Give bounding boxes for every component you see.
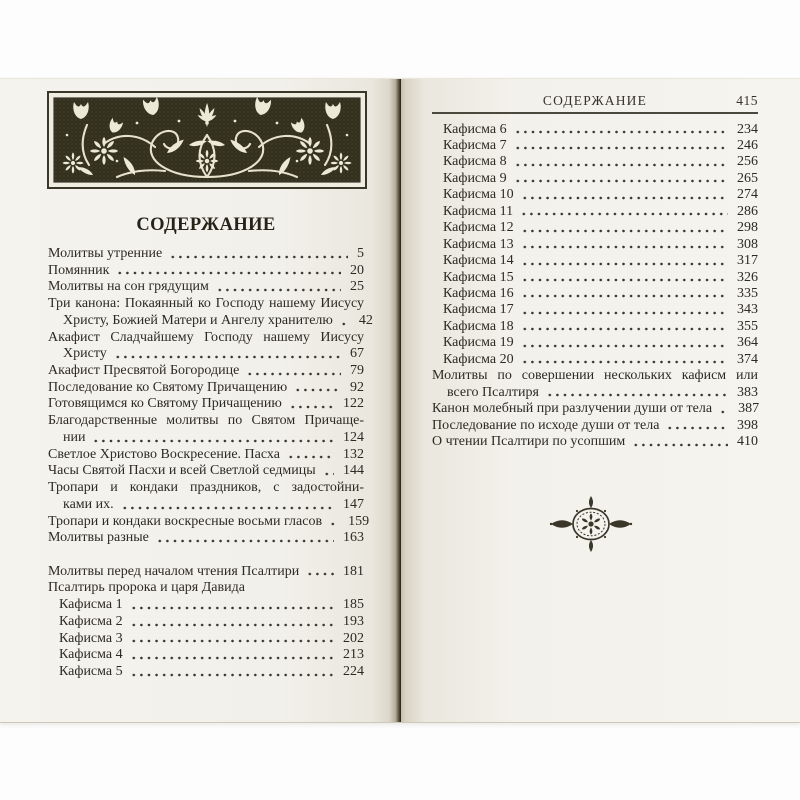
- toc-page-number: 25: [350, 279, 364, 295]
- toc-page-number: 163: [343, 530, 364, 546]
- dot-leader: [216, 279, 341, 296]
- toc-entry-title: Кафисма 4: [59, 647, 123, 663]
- toc-page-number: 159: [348, 513, 370, 529]
- toc-entry: [48, 413, 364, 446]
- toc-entry-line: [48, 463, 364, 480]
- dot-leader: [121, 497, 334, 514]
- toc-entry: [48, 580, 364, 597]
- toc-entry: [432, 286, 758, 302]
- toc-entry-line: [432, 352, 758, 368]
- toc-entry: [432, 302, 758, 318]
- toc-page-number: 265: [737, 170, 758, 186]
- toc-entry: [48, 396, 364, 413]
- toc-entry-line: [48, 447, 364, 464]
- toc-entry: [48, 564, 364, 581]
- toc-entry-line: [432, 302, 758, 318]
- toc-entry-line: [432, 220, 758, 236]
- dot-leader: [514, 154, 728, 170]
- toc-entry-line: [432, 122, 758, 138]
- toc-page-number: 335: [737, 286, 758, 302]
- toc-entry-line: [432, 418, 758, 434]
- toc-page-number: 185: [343, 597, 364, 613]
- toc-entry-line: Три канона: Покаянный ко Господу нашему Иисусу: [48, 296, 364, 312]
- toc-page-number: 364: [737, 335, 758, 351]
- toc-entry-line: [432, 204, 758, 220]
- toc-page-number: 383: [737, 384, 758, 400]
- toc-entry-title: Кафисма 2: [59, 613, 123, 629]
- toc-entry-title: Помянник: [48, 262, 110, 278]
- toc-entry-title: Кафисма 3: [59, 630, 123, 646]
- dot-leader: [632, 434, 728, 450]
- toc-entry-line: [48, 279, 364, 296]
- toc-entry-line: [48, 631, 364, 648]
- toc-entry: [48, 631, 364, 648]
- toc-page-number: 5: [357, 246, 364, 261]
- toc-entry-title: Кафисма 20: [443, 351, 514, 367]
- toc-entry-title: Кафисма 11: [443, 203, 514, 219]
- toc-entry-title: Кафисма 10: [443, 187, 514, 203]
- toc-entry: [432, 434, 758, 450]
- dot-leader: [521, 352, 728, 368]
- toc-entry-line: [48, 597, 364, 614]
- toc-entry-line: [432, 286, 758, 302]
- toc-entry: [48, 363, 364, 380]
- toc-page-number: 213: [343, 647, 364, 663]
- dot-leader: [514, 122, 728, 138]
- toc-entry: [48, 597, 364, 614]
- toc-entry-title: Последование по исходе души от тела: [432, 417, 660, 433]
- floral-headpiece-ornament: [47, 91, 367, 189]
- toc-page-number: 147: [343, 496, 364, 512]
- toc-page-number: 181: [343, 563, 364, 579]
- toc-page-number: 286: [737, 203, 758, 219]
- toc-page-number: 122: [343, 396, 364, 412]
- toc-page-number: 308: [737, 236, 758, 252]
- toc-entry-line: [48, 513, 370, 531]
- dot-leader: [514, 138, 728, 154]
- toc-entry: [48, 447, 364, 464]
- toc-entry-title: ками их.: [63, 496, 114, 512]
- toc-entry-line: [432, 253, 758, 269]
- toc-entry-line: [432, 154, 758, 170]
- toc-entry: [48, 513, 370, 531]
- toc-list-left: [48, 246, 373, 681]
- dot-leader: [130, 664, 334, 681]
- dot-leader: [130, 631, 334, 648]
- dot-leader: [521, 237, 728, 253]
- toc-entry: [432, 171, 758, 187]
- toc-entry-line: [432, 319, 758, 335]
- dot-leader: [340, 313, 350, 330]
- toc-entry-title: Кафисма 12: [443, 220, 514, 236]
- dot-leader: [719, 401, 729, 417]
- toc-entry-title: Последование ко Святому Причащению: [48, 379, 288, 395]
- toc-entry-line: [48, 497, 364, 514]
- toc-page-number: 387: [738, 401, 760, 417]
- toc-entry-line: [48, 580, 364, 597]
- dot-leader: [92, 430, 334, 447]
- toc-page-number: 79: [350, 363, 364, 379]
- dot-leader: [306, 564, 334, 581]
- dot-leader: [116, 263, 341, 280]
- toc-entry-line: [432, 187, 758, 203]
- toc-entry: [432, 418, 758, 434]
- toc-entry: [48, 279, 364, 296]
- toc-entry-line: Благодарственные молитвы по Святом Причаще-: [48, 413, 364, 429]
- toc-entry-line: [48, 346, 364, 363]
- dot-leader: [521, 253, 728, 269]
- dot-leader: [521, 319, 728, 335]
- toc-entry: [432, 220, 758, 236]
- toc-page-number: 398: [737, 417, 758, 433]
- toc-entry: [48, 246, 364, 263]
- toc-entry: [432, 352, 758, 368]
- toc-entry-line: [432, 171, 758, 187]
- toc-page-number: 355: [737, 318, 758, 334]
- toc-page-number: 234: [737, 121, 758, 137]
- toc-entry-line: [48, 614, 364, 631]
- toc-entry-line: Тропари и кондаки праздников, с задостойни-: [48, 480, 364, 496]
- page-number: 415: [736, 93, 758, 108]
- left-page: [0, 79, 399, 722]
- toc-page-number: 298: [737, 220, 758, 236]
- toc-entry: [432, 187, 758, 203]
- dot-leader: [521, 335, 728, 351]
- toc-page-number: 42: [358, 312, 373, 328]
- toc-entry-line: [48, 363, 364, 380]
- toc-entry: [432, 335, 758, 351]
- toc-entry: [432, 401, 758, 417]
- running-header: [432, 93, 758, 109]
- toc-entry-line: [48, 312, 373, 330]
- dot-leader: [323, 463, 334, 480]
- toc-page-number: 274: [737, 187, 758, 203]
- toc-entry-line: [48, 564, 364, 581]
- toc-page-number: 343: [737, 302, 758, 318]
- toc-heading: СОДЕРЖАНИЕ: [136, 215, 276, 235]
- toc-page-number: 246: [737, 137, 758, 153]
- toc-entry-line: Акафист Сладчайшему Господу нашему Иисусу: [48, 329, 364, 345]
- toc-entry: [48, 664, 364, 681]
- toc-entry: [432, 270, 758, 286]
- toc-page-number: 410: [737, 434, 758, 450]
- toc-page-number: 144: [343, 463, 364, 479]
- toc-entry-line: [48, 380, 364, 397]
- toc-entry: [48, 380, 364, 397]
- toc-entry: [432, 319, 758, 335]
- toc-entry: [432, 154, 758, 170]
- dot-leader: [546, 385, 728, 401]
- dot-leader: [246, 363, 341, 380]
- toc-entry-title: Часы Святой Пасхи и всей Светлой седмицы: [48, 463, 316, 479]
- toc-entry-line: [48, 246, 364, 263]
- toc-entry-title: всего Псалтиря: [447, 384, 539, 400]
- toc-entry-title: Христу, Божией Матери и Ангелу хранителю: [63, 312, 333, 328]
- dot-leader: [169, 246, 348, 263]
- toc-entry-title: Кафисма 19: [443, 335, 514, 351]
- toc-entry-title: Псалтирь пророка и царя Давида: [48, 580, 245, 596]
- dot-leader: [294, 380, 341, 397]
- toc-page-number: 224: [343, 663, 364, 679]
- toc-entry-title: Кафисма 1: [59, 597, 123, 613]
- toc-entry-title: Кафисма 18: [443, 318, 514, 334]
- dot-leader: [287, 447, 334, 464]
- toc-entry-title: Кафисма 14: [443, 253, 514, 269]
- toc-page-number: 374: [737, 351, 758, 367]
- dot-leader: [114, 346, 341, 363]
- toc-page-number: 202: [343, 630, 364, 646]
- toc-entry: [48, 647, 364, 664]
- dot-leader: [514, 171, 728, 187]
- dot-leader: [130, 647, 334, 664]
- toc-entry-title: Молитвы перед началом чтения Псалтири: [48, 563, 300, 579]
- toc-page-number: 317: [737, 253, 758, 269]
- toc-entry-line: Молитвы по совершении нескольких кафисм или: [432, 368, 758, 384]
- toc-entry-title: Канон молебный при разлучении души от тела: [432, 401, 713, 417]
- toc-entry: [432, 368, 758, 401]
- right-page: [401, 79, 800, 722]
- toc-page-number: 256: [737, 154, 758, 170]
- toc-entry-title: Кафисма 6: [443, 121, 507, 137]
- toc-entry-line: [432, 335, 758, 351]
- toc-entry-line: [48, 430, 364, 447]
- toc-entry: [432, 237, 758, 253]
- toc-entry-title: Кафисма 8: [443, 154, 507, 170]
- toc-entry-line: [48, 664, 364, 681]
- dot-leader: [521, 286, 728, 302]
- toc-entry: [48, 614, 364, 631]
- dot-leader: [130, 614, 334, 631]
- toc-entry-line: [432, 385, 758, 401]
- toc-entry-line: [48, 263, 364, 280]
- open-book-spread: [0, 78, 800, 723]
- toc-entry-line: [432, 138, 758, 154]
- toc-entry-line: [432, 434, 758, 450]
- dot-leader: [521, 270, 728, 286]
- toc-entry-title: Кафисма 17: [443, 302, 514, 318]
- toc-entry-title: Тропари и кондаки воскресные восьми гласов: [48, 513, 323, 529]
- toc-entry-line: [48, 396, 364, 413]
- toc-entry: [432, 253, 758, 269]
- toc-entry-line: [48, 530, 364, 547]
- toc-entry-line: [432, 270, 758, 286]
- toc-entry-title: Молитвы на сон грядущим: [48, 279, 209, 295]
- toc-page-number: 193: [343, 613, 364, 629]
- toc-entry-title: Светлое Христово Воскресение. Пасха: [48, 446, 280, 462]
- toc-entry-line: [48, 647, 364, 664]
- dot-leader: [329, 514, 339, 531]
- header-rule: [432, 112, 758, 114]
- toc-entry: [48, 530, 364, 547]
- dot-leader: [130, 597, 334, 614]
- toc-entry-title: нии: [63, 429, 86, 445]
- dot-leader: [156, 530, 334, 547]
- dot-leader: [521, 220, 728, 236]
- toc-entry-title: Кафисма 9: [443, 170, 507, 186]
- diamond-vignette-ornament: [548, 493, 634, 555]
- toc-entry: [48, 296, 373, 329]
- running-header-title: СОДЕРЖАНИЕ: [542, 93, 648, 108]
- toc-entry: [48, 463, 364, 480]
- toc-entry-title: Кафисма 5: [59, 663, 123, 679]
- toc-entry: [48, 330, 364, 363]
- toc-entry-line: [432, 401, 758, 417]
- dot-leader: [521, 302, 728, 318]
- dot-leader: [666, 418, 728, 434]
- toc-entry-title: Кафисма 13: [443, 236, 514, 252]
- toc-page-number: 67: [350, 346, 364, 362]
- dot-leader: [520, 204, 728, 220]
- toc-entry-title: Христу: [63, 346, 107, 362]
- toc-entry-title: Готовящимся ко Святому Причащению: [48, 396, 282, 412]
- dot-leader: [289, 396, 334, 413]
- toc-page-number: 132: [343, 446, 364, 462]
- toc-entry-title: Кафисма 16: [443, 286, 514, 302]
- toc-entry-title: Кафисма 7: [443, 137, 507, 153]
- toc-entry: [48, 263, 364, 280]
- toc-gap: [48, 547, 364, 564]
- toc-entry-title: Акафист Пресвятой Богородице: [48, 363, 240, 379]
- toc-entry-title: Кафисма 15: [443, 269, 514, 285]
- toc-page-number: 20: [350, 262, 364, 278]
- toc-page-number: 92: [350, 379, 364, 395]
- toc-entry: [432, 138, 758, 154]
- toc-page-number: 124: [343, 429, 364, 445]
- toc-list-right: [432, 122, 758, 451]
- toc-entry-title: О чтении Псалтири по усопшим: [432, 434, 626, 450]
- toc-page-number: 326: [737, 269, 758, 285]
- toc-entry-title: Молитвы разные: [48, 530, 149, 546]
- toc-entry: [432, 122, 758, 138]
- dot-leader: [521, 187, 728, 203]
- toc-entry-title: Молитвы утренние: [48, 246, 163, 261]
- toc-entry-line: [432, 237, 758, 253]
- toc-entry: [432, 204, 758, 220]
- toc-entry: [48, 480, 364, 513]
